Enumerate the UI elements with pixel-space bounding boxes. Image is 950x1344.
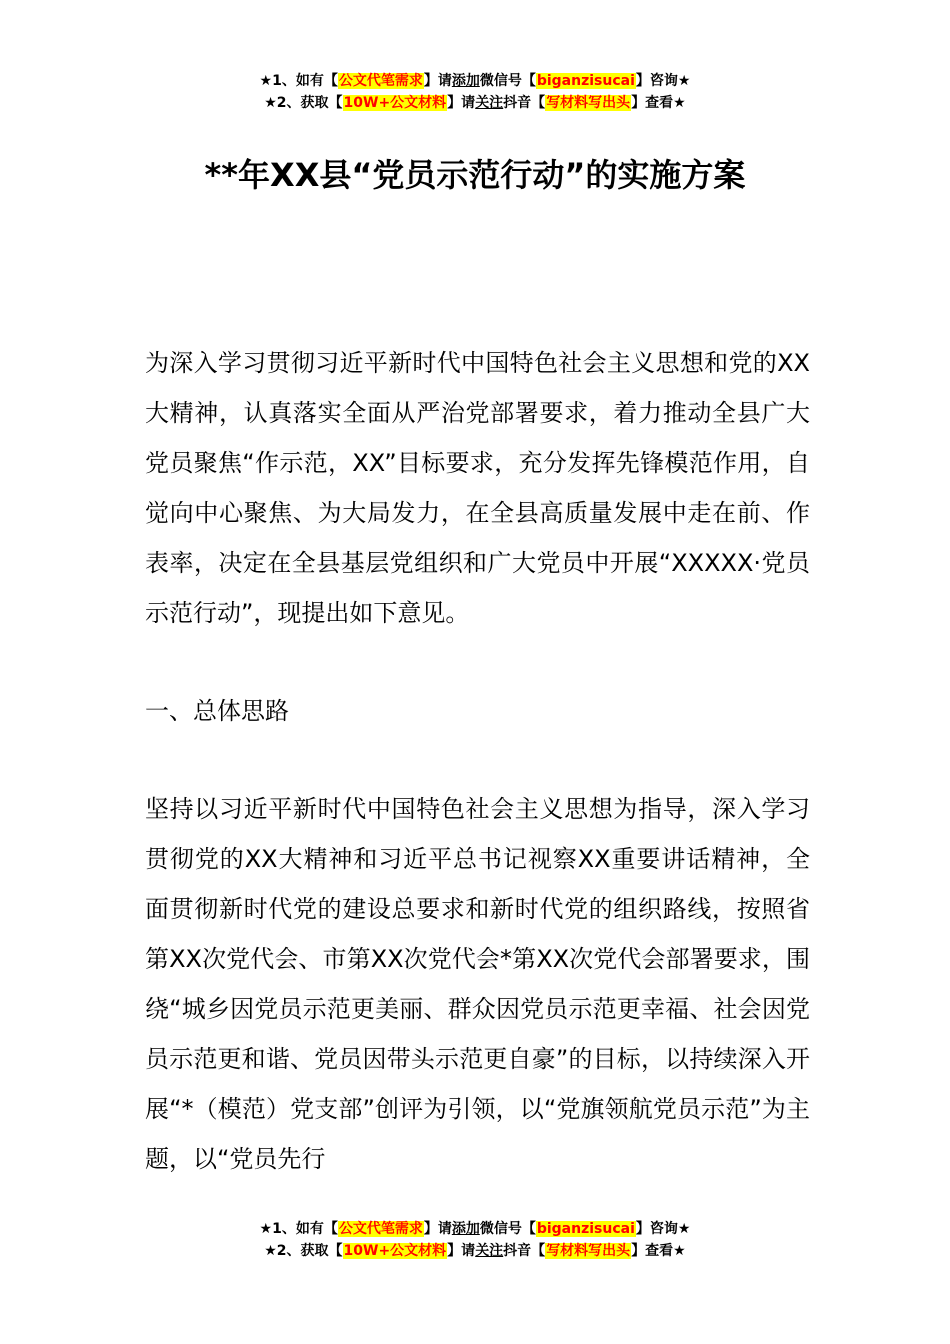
footer-banner	[0, 1218, 950, 1262]
document-body	[145, 338, 810, 1184]
banner-line-2	[0, 92, 950, 114]
banner-text: 】咨询★	[635, 73, 691, 89]
banner-text: 】请	[447, 95, 476, 111]
banner-highlight: 写材料写出头	[546, 95, 631, 111]
banner-text: 】请	[423, 1221, 452, 1237]
banner-text: 微信号【	[479, 73, 536, 89]
banner-underlined-text: 添加	[451, 73, 480, 89]
banner-text: ★2、获取【	[264, 95, 343, 111]
banner-line-1	[0, 70, 950, 92]
banner-text: 】请	[423, 73, 452, 89]
banner-highlight: 写材料写出头	[546, 1243, 631, 1259]
banner-text: 】请	[447, 1243, 476, 1259]
banner-line-1	[0, 1218, 950, 1240]
banner-highlight: biganzisucai	[536, 73, 635, 89]
banner-highlight: biganzisucai	[536, 1221, 635, 1237]
banner-underlined-text: 添加	[451, 1221, 480, 1237]
banner-text: ★1、如有【	[259, 73, 338, 89]
banner-text: 微信号【	[479, 1221, 536, 1237]
banner-line-2	[0, 1240, 950, 1262]
banner-highlight: 10W+公文材料	[343, 95, 447, 111]
section-heading: 一、总体思路	[145, 697, 289, 725]
banner-underlined-text: 关注	[475, 95, 504, 111]
banner-text: 】查看★	[631, 1243, 686, 1259]
section-body-container	[145, 784, 810, 1184]
banner-text: 抖音【	[503, 95, 546, 111]
banner-text: 抖音【	[503, 1243, 546, 1259]
intro-paragraph: 为深入学习贯彻习近平新时代中国特色社会主义思想和党的XX大精神，认真落实全面从严治党部署要求，着力推动全县广大党员聚焦“作示范，XX”目标要求，充分发挥先锋模范作用，自觉向中心聚焦、为大局发力，在全县高质量发展中走在前、作表率，决定在全县基层党组织和广大党员中开展“XXXXX·党员示范行动”，现提出如下意见。	[145, 349, 810, 627]
banner-underlined-text: 关注	[475, 1243, 504, 1259]
banner-text: 】咨询★	[635, 1221, 691, 1237]
banner-text: ★1、如有【	[259, 1221, 338, 1237]
banner-text: 】查看★	[631, 95, 686, 111]
banner-highlight: 10W+公文材料	[343, 1243, 447, 1259]
banner-highlight: 公文代笔需求	[338, 73, 423, 89]
banner-text: ★2、获取【	[264, 1243, 343, 1259]
header-banner	[0, 70, 950, 114]
banner-highlight: 公文代笔需求	[338, 1221, 423, 1237]
section-paragraph: 坚持以习近平新时代中国特色社会主义思想为指导，深入学习贯彻党的XX大精神和习近平总书记视察XX重要讲话精神，全面贯彻新时代党的建设总要求和新时代党的组织路线，按照省第XX次党代会、市第XX次党代会*第XX次党代会部署要求，围绕“城乡因党员示范更美丽、群众因党员示范更幸福、社会因党员示范更和谐、党员因带头示范更自豪”的目标，以持续深入开展“*（模范）党支部”创评为引领，以“党旗领航党员示范”为主题，以“党员先行	[145, 795, 810, 1173]
document-title: **年XX县“党员示范行动”的实施方案	[204, 156, 746, 194]
